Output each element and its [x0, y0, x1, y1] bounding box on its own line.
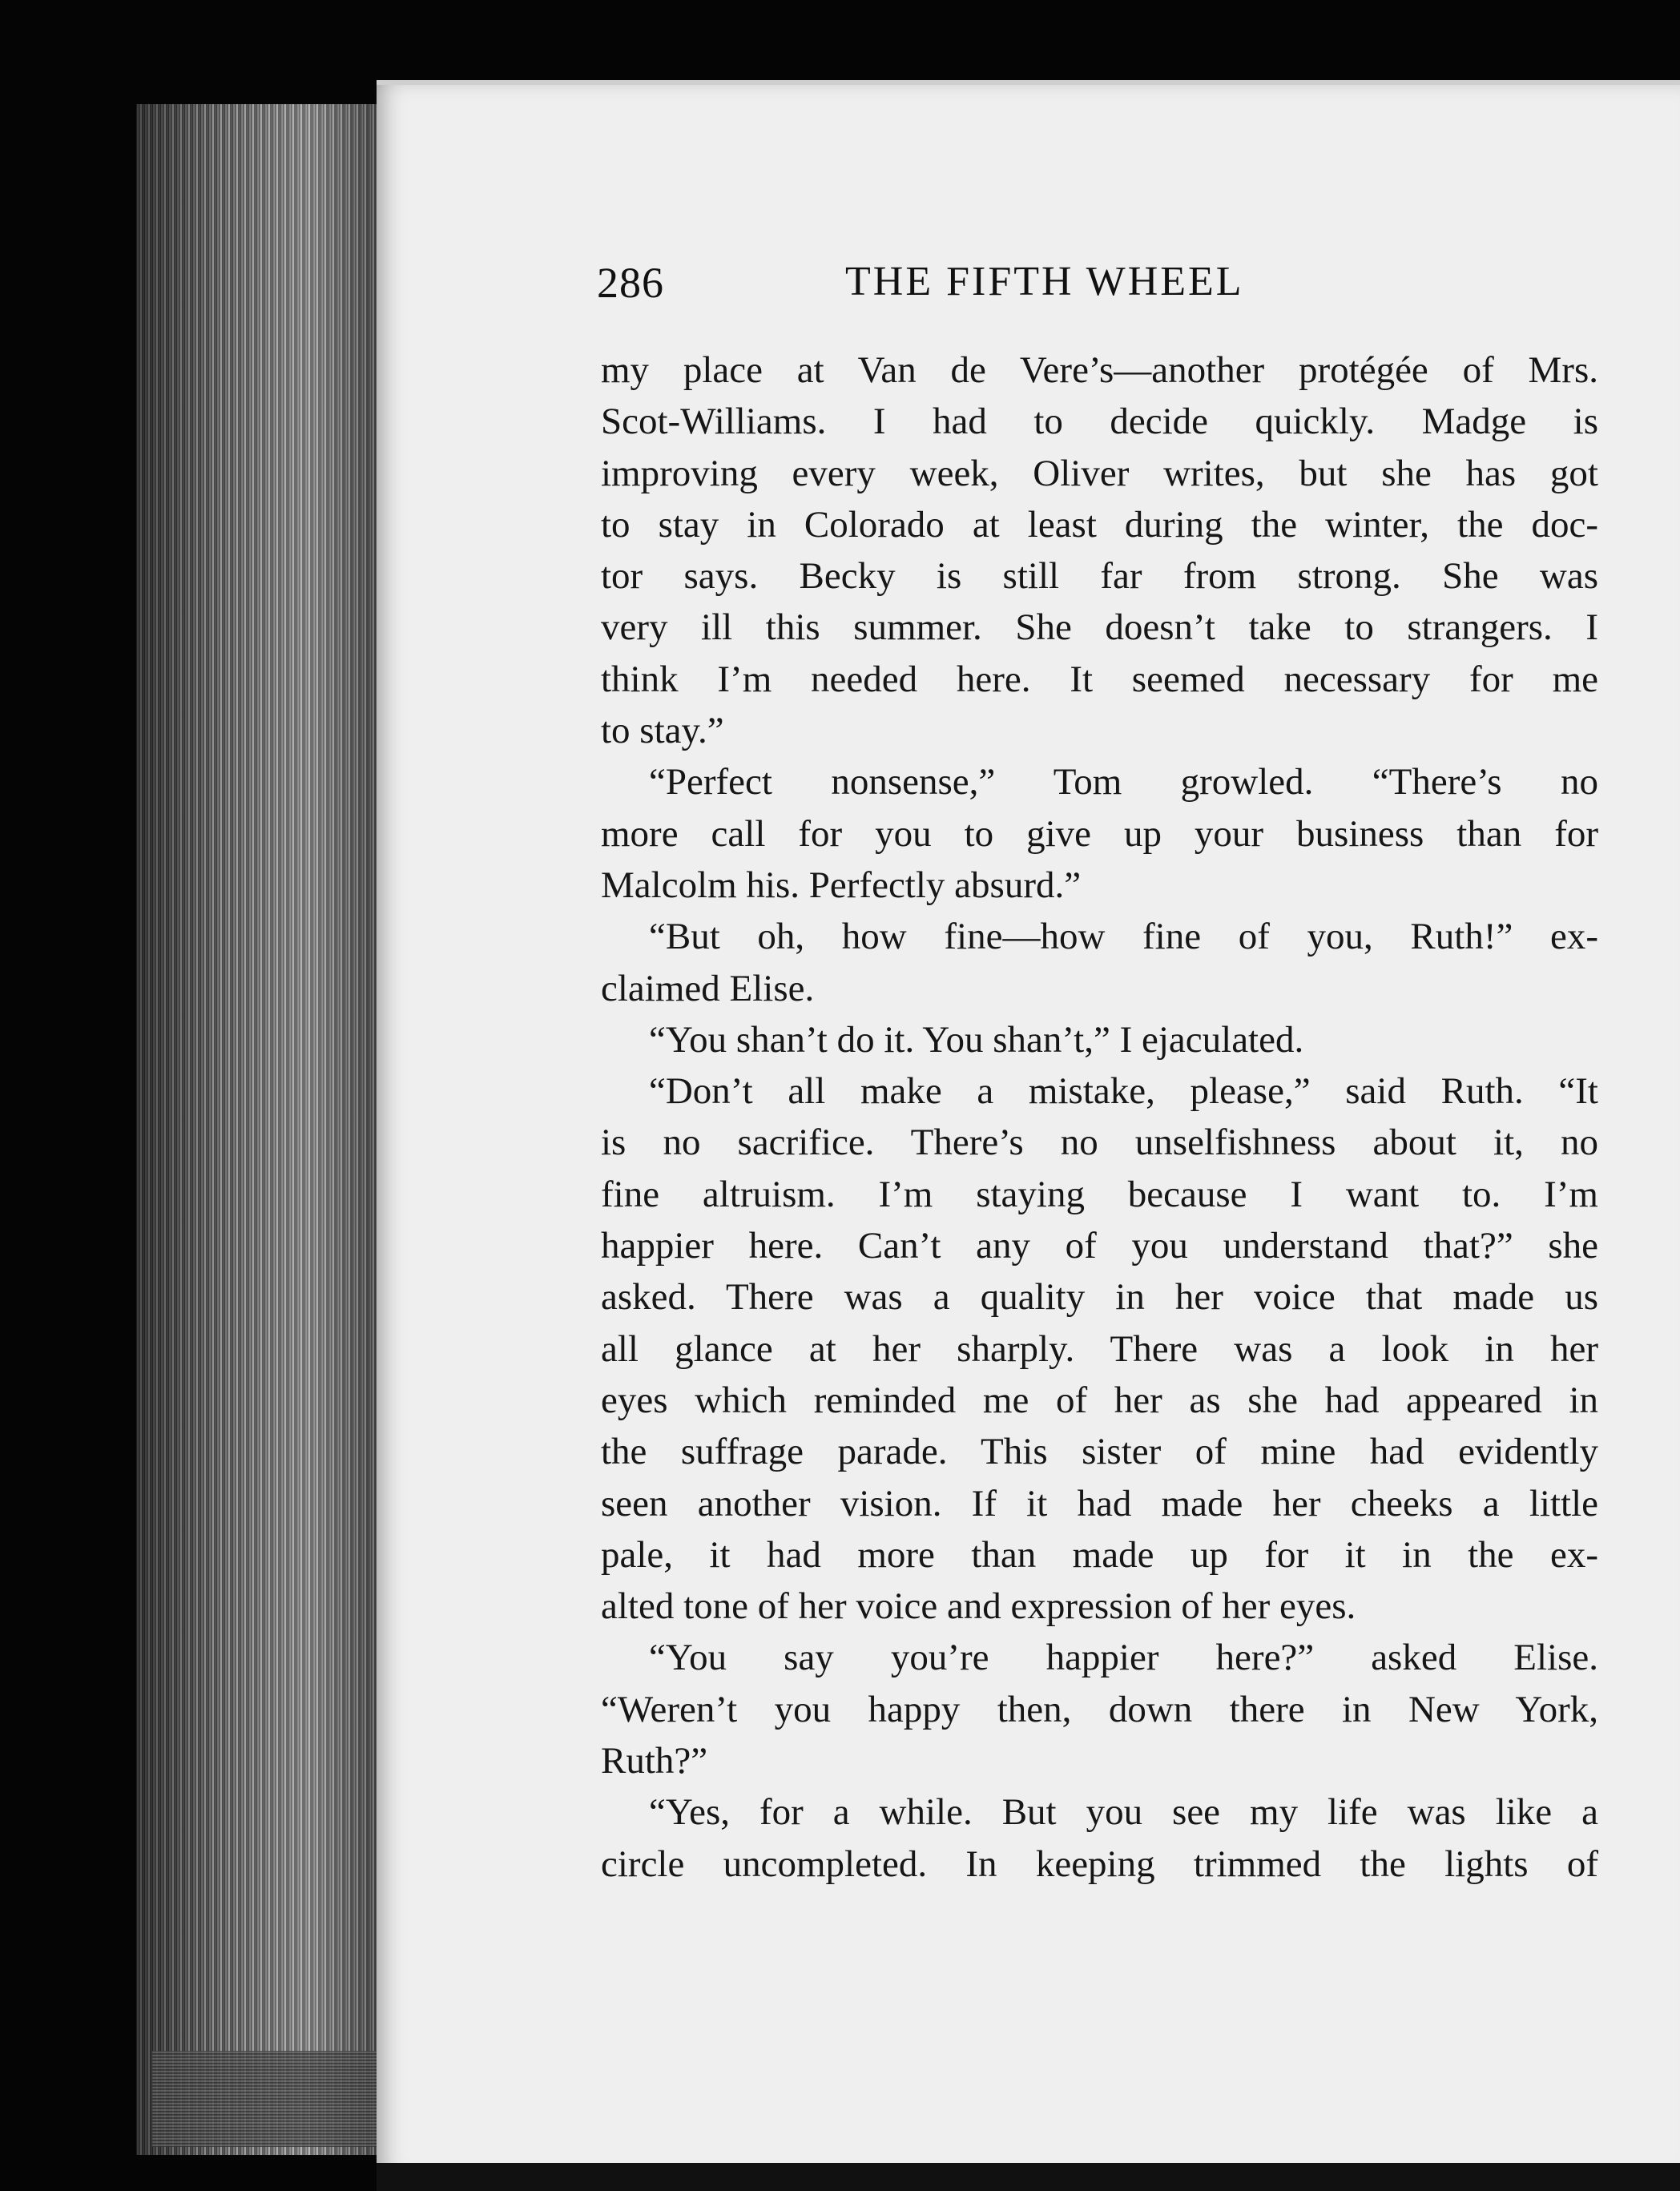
running-title: THE FIFTH WHEEL: [845, 259, 1244, 304]
text-line: fine altruism. I’m staying because I want to. I’m: [601, 1173, 1598, 1215]
page-number: 286: [597, 259, 664, 307]
text-line: “Don’t all make a mistake, please,” said Ruth. “It: [649, 1070, 1598, 1113]
text-line: Malcolm his. Perfectly absurd.”: [601, 864, 1082, 906]
text-line: “Yes, for a while. But you see my life was like a: [649, 1791, 1598, 1834]
text-line: “You say you’re happier here?” asked Elise.: [649, 1637, 1598, 1679]
text-line: pale, it had more than made up for it in the ex-: [601, 1533, 1598, 1576]
body-text: [601, 344, 1598, 1890]
text-line: think I’m needed here. It seemed necessary for me: [601, 658, 1598, 700]
text-line: “But oh, how fine—how fine of you, Ruth!” ex-: [649, 916, 1598, 958]
book-edge-shading: [136, 104, 385, 2155]
text-line: the suffrage parade. This sister of mine had evidently: [601, 1431, 1598, 1473]
text-line: circle uncompleted. In keeping trimmed the lights of: [601, 1843, 1598, 1885]
text-line: to stay.”: [601, 710, 724, 752]
text-line: Scot-Williams. I had to decide quickly. Madge is: [601, 401, 1598, 443]
text-line: claimed Elise.: [601, 967, 815, 1009]
text-line: “Perfect nonsense,” Tom growled. “There’s no: [649, 761, 1598, 804]
book-edge-bottom: [152, 2051, 385, 2147]
text-line: “You shan’t do it. You shan’t,” I ejaculated.: [649, 1018, 1304, 1061]
text-line: seen another vision. If it had made her cheeks a little: [601, 1482, 1598, 1524]
text-line: very ill this summer. She doesn’t take to strangers. I: [601, 606, 1598, 649]
text-line: asked. There was a quality in her voice that made us: [601, 1276, 1598, 1319]
text-line: improving every week, Oliver writes, but she has got: [601, 452, 1598, 494]
running-head: [597, 258, 1342, 314]
text-line: happier here. Can’t any of you understand that?” she: [601, 1225, 1598, 1267]
text-line: eyes which reminded me of her as she had appeared in: [601, 1379, 1598, 1421]
text-line: “Weren’t you happy then, down there in New York,: [601, 1688, 1598, 1730]
text-line: Ruth?”: [601, 1740, 708, 1782]
text-line: more call for you to give up your business than for: [601, 812, 1598, 855]
text-line: alted tone of her voice and expression of her eyes.: [601, 1585, 1356, 1628]
text-line: tor says. Becky is still far from strong. She was: [601, 555, 1598, 598]
text-line: my place at Van de Vere’s—another protégée of Mrs.: [601, 349, 1598, 391]
text-line: is no sacrifice. There’s no unselfishness about it, no: [601, 1122, 1598, 1164]
text-line: all glance at her sharply. There was a look in her: [601, 1327, 1598, 1370]
text-line: to stay in Colorado at least during the winter, the doc-: [601, 503, 1598, 546]
page-bottom-shadow: [377, 2163, 1680, 2191]
